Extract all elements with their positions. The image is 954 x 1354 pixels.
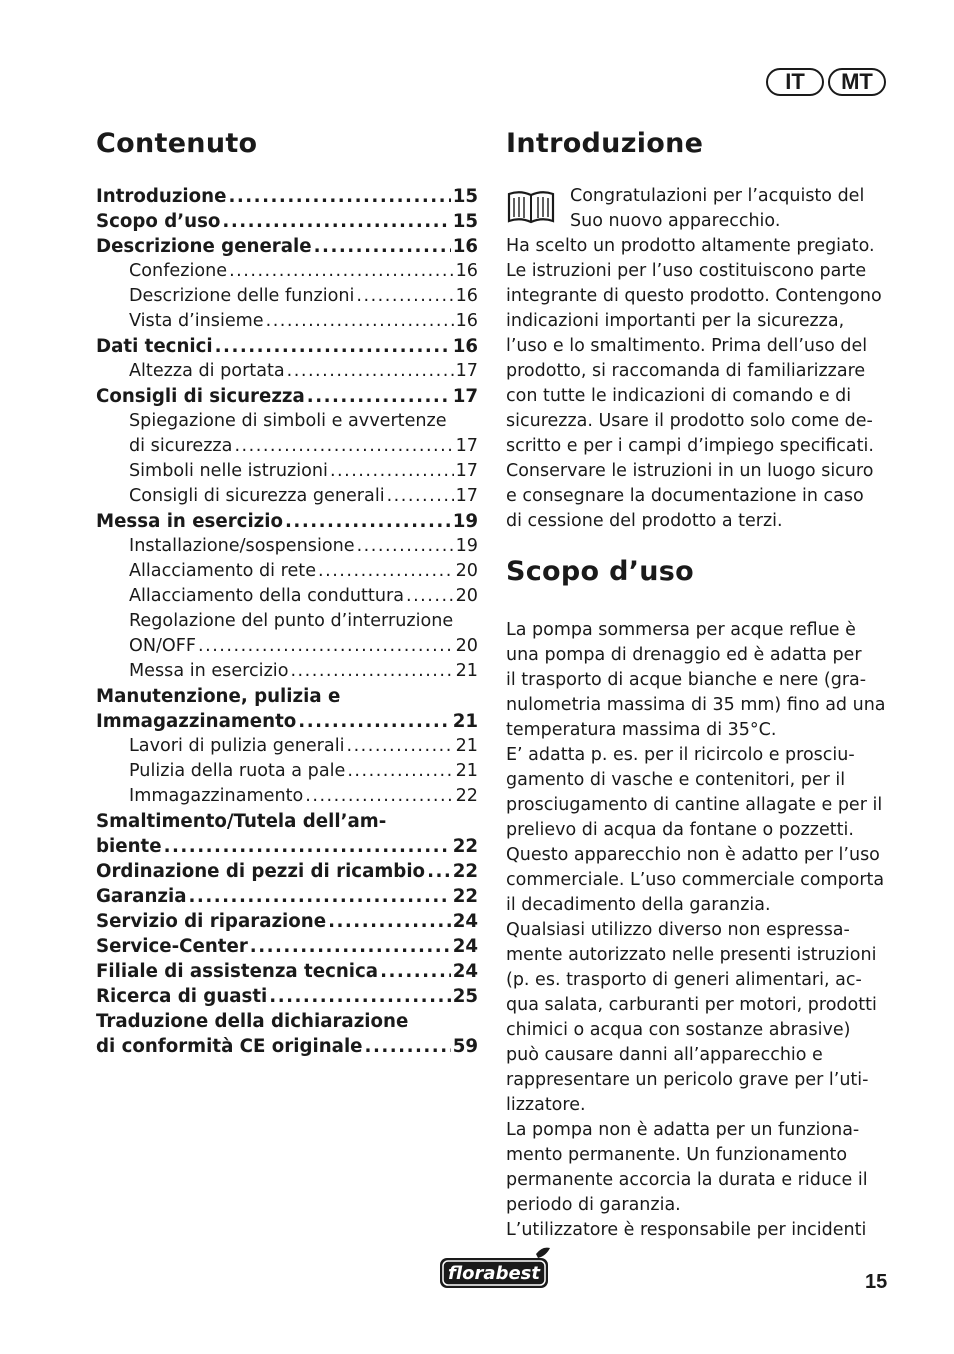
- text-line: rappresentare un pericolo grave per l’uti-: [506, 1070, 869, 1090]
- text-line: E’ adatta p. es. per il ricircolo e prosciu-: [506, 745, 855, 765]
- toc-entry: [96, 834, 478, 859]
- toc-leader-dots: [290, 659, 453, 684]
- text-line: di cessione del prodotto a terzi.: [506, 511, 783, 531]
- toc-entry-page: 16: [455, 261, 478, 281]
- toc-entry-label: Immagazzinamento: [129, 786, 304, 806]
- toc-entry: [96, 359, 478, 384]
- text-line: Ha scelto un prodotto altamente pregiato.: [506, 236, 875, 256]
- toc-entry-page: 15: [452, 211, 478, 232]
- toc-entry-label: Traduzione della dichiarazione: [96, 1011, 409, 1032]
- text-line: Suo nuovo apparecchio.: [570, 211, 781, 231]
- text-line: mente autorizzato nelle presenti istruzioni: [506, 945, 877, 965]
- toc-entry-page: 17: [455, 436, 478, 456]
- toc-entry: [96, 809, 478, 834]
- toc-entry-label: Scopo d’uso: [96, 211, 221, 232]
- text-line: La pompa non è adatta per un funziona-: [506, 1120, 860, 1140]
- table-of-contents: [96, 128, 478, 1059]
- toc-entry: [96, 859, 478, 884]
- toc-entry: [96, 234, 478, 259]
- toc-entry-page: 16: [455, 286, 478, 306]
- toc-entry-label: Confezione: [129, 261, 228, 281]
- toc-leader-dots: [285, 509, 451, 534]
- text-line: prosciugamento di cantine allagate e per il: [506, 795, 883, 815]
- toc-entry-page: 24: [452, 911, 478, 932]
- toc-leader-dots: [234, 434, 453, 459]
- text-line: l’uso e lo smaltimento. Prima dell’uso del: [506, 336, 868, 356]
- toc-entry-label: Spiegazione di simboli e avvertenze: [129, 411, 447, 431]
- toc-leader-dots: [266, 309, 454, 334]
- toc-entry-page: 17: [455, 486, 478, 506]
- toc-leader-dots: [198, 634, 454, 659]
- text-line: L’utilizzatore è responsabile per incidenti: [506, 1220, 867, 1240]
- toc-entry: [96, 384, 478, 409]
- toc-leader-dots: [269, 984, 450, 1009]
- toc-entry-page: 20: [455, 586, 478, 606]
- toc-leader-dots: [215, 334, 451, 359]
- toc-entry-label: di conformità CE originale: [96, 1036, 363, 1057]
- toc-leader-dots: [314, 234, 451, 259]
- toc-entry-label: Consigli di sicurezza: [96, 386, 305, 407]
- intro-first-lines: [506, 184, 892, 234]
- text-line: chimici o acqua con sostanze abrasive): [506, 1020, 851, 1040]
- text-line: Conservare le istruzioni in un luogo sicuro: [506, 461, 874, 481]
- text-line: scritto e per i campi d’impiego specificati.: [506, 436, 874, 456]
- toc-entry: [96, 584, 478, 609]
- text-line: qua salata, carburanti per motori, prodotti: [506, 995, 877, 1015]
- toc-entry-label: Simboli nelle istruzioni: [129, 461, 328, 481]
- toc-entry-page: 16: [455, 311, 478, 331]
- toc-entry: [96, 534, 478, 559]
- toc-entry-page: 59: [452, 1036, 478, 1057]
- toc-leader-dots: [387, 484, 454, 509]
- toc-entry-label: Consigli di sicurezza generali: [129, 486, 385, 506]
- text-line: il trasporto di acque bianche e nere (gra-: [506, 670, 867, 690]
- toc-leader-dots: [229, 259, 454, 284]
- text-line: con tutte le indicazioni di comando e di: [506, 386, 852, 406]
- toc-entry: [96, 634, 478, 659]
- toc-entry: [96, 434, 478, 459]
- toc-entry: [96, 409, 478, 434]
- toc-entry-label: Filiale di assistenza tecnica: [96, 961, 379, 982]
- intro-section: [506, 184, 892, 534]
- toc-entry-page: 17: [452, 386, 478, 407]
- toc-entry-page: 19: [455, 536, 478, 556]
- text-line: sicurezza. Usare il prodotto solo come de-: [506, 411, 873, 431]
- toc-entry-page: 22: [452, 886, 478, 907]
- toc-entry: [96, 284, 478, 309]
- language-badges: [766, 68, 886, 96]
- toc-entry-label: Messa in esercizio: [129, 661, 289, 681]
- toc-entry-page: 16: [452, 336, 478, 357]
- toc-entry-page: 24: [452, 961, 478, 982]
- text-line: integrante di questo prodotto. Contengono: [506, 286, 882, 306]
- toc-entry-page: 17: [455, 361, 478, 381]
- toc-entry: [96, 934, 478, 959]
- toc-entry-label: Ricerca di guasti: [96, 986, 268, 1007]
- toc-leader-dots: [356, 284, 453, 309]
- toc-list: [96, 184, 478, 1059]
- text-line: prodotto, si raccomanda di familiarizzare: [506, 361, 866, 381]
- toc-entry: [96, 759, 478, 784]
- text-line: La pompa sommersa per acque reflue è: [506, 620, 856, 640]
- toc-entry-page: 21: [455, 736, 478, 756]
- text-line: Qualsiasi utilizzo diverso non espressa-: [506, 920, 850, 940]
- toc-leader-dots: [287, 359, 454, 384]
- toc-entry: [96, 184, 478, 209]
- toc-entry-page: 16: [452, 236, 478, 257]
- toc-entry-page: 20: [455, 636, 478, 656]
- book-icon: [506, 188, 556, 226]
- toc-entry-page: 22: [452, 861, 478, 882]
- toc-entry-label: Smaltimento/Tutela dell’am-: [96, 811, 387, 832]
- toc-leader-dots: [318, 559, 454, 584]
- toc-entry-label: biente: [96, 836, 162, 857]
- toc-entry-page: 19: [452, 511, 478, 532]
- toc-entry-label: Lavori di pulizia generali: [129, 736, 345, 756]
- toc-title: Contenuto: [96, 128, 258, 159]
- toc-leader-dots: [328, 909, 451, 934]
- toc-entry-label: Regolazione del punto d’interruzione: [129, 611, 454, 631]
- toc-entry-page: 21: [455, 661, 478, 681]
- toc-leader-dots: [307, 384, 451, 409]
- language-badge-it: IT: [766, 68, 824, 96]
- toc-entry-label: Allacciamento di rete: [129, 561, 317, 581]
- toc-entry: [96, 684, 478, 709]
- toc-entry: [96, 509, 478, 534]
- toc-entry: [96, 884, 478, 909]
- toc-entry: [96, 959, 478, 984]
- toc-entry: [96, 659, 478, 684]
- toc-entry-label: Messa in esercizio: [96, 511, 283, 532]
- toc-entry: [96, 1034, 478, 1059]
- toc-entry-page: 21: [455, 761, 478, 781]
- toc-entry: [96, 484, 478, 509]
- toc-leader-dots: [347, 759, 453, 784]
- toc-leader-dots: [346, 734, 453, 759]
- text-line: il decadimento della garanzia.: [506, 895, 771, 915]
- toc-entry: [96, 734, 478, 759]
- toc-leader-dots: [305, 784, 453, 809]
- toc-entry: [96, 1009, 478, 1034]
- toc-entry-label: Vista d’insieme: [129, 311, 264, 331]
- toc-entry: [96, 909, 478, 934]
- toc-entry-label: Service-Center: [96, 936, 248, 957]
- text-line: mento permanente. Un funzionamento: [506, 1145, 848, 1165]
- toc-entry: [96, 459, 478, 484]
- toc-entry: [96, 984, 478, 1009]
- toc-entry-label: ON/OFF: [129, 636, 197, 656]
- toc-entry-page: 20: [455, 561, 478, 581]
- toc-entry-label: Immagazzinamento: [96, 711, 297, 732]
- text-line: permanente accorcia la durata e riduce il: [506, 1170, 868, 1190]
- toc-entry-page: 17: [455, 461, 478, 481]
- toc-entry-label: Garanzia: [96, 886, 187, 907]
- toc-entry-page: 25: [452, 986, 478, 1007]
- florabest-logo: [438, 1246, 552, 1290]
- toc-entry-page: 15: [452, 186, 478, 207]
- toc-entry-label: Ordinazione di pezzi di ricambio: [96, 861, 426, 882]
- text-line: nulometria massima di 35 mm) fino ad una: [506, 695, 886, 715]
- text-line: periodo di garanzia.: [506, 1195, 681, 1215]
- scope-body: [506, 618, 892, 1243]
- toc-entry: [96, 259, 478, 284]
- toc-entry-label: Altezza di portata: [129, 361, 285, 381]
- toc-leader-dots: [365, 1034, 451, 1059]
- toc-leader-dots: [406, 584, 454, 609]
- toc-entry-label: Descrizione delle funzioni: [129, 286, 355, 306]
- text-line: una pompa di drenaggio ed è adatta per: [506, 645, 862, 665]
- text-line: prelievo di acqua da fontane o pozzetti.: [506, 820, 854, 840]
- text-line: Congratulazioni per l’acquisto del: [570, 186, 865, 206]
- toc-entry-label: Pulizia della ruota a pale: [129, 761, 346, 781]
- toc-entry: [96, 309, 478, 334]
- toc-entry: [96, 559, 478, 584]
- intro-title: Introduzione: [506, 128, 704, 159]
- text-line: Questo apparecchio non è adatto per l’uso: [506, 845, 880, 865]
- text-line: temperatura massima di 35°C.: [506, 720, 777, 740]
- toc-entry-label: Dati tecnici: [96, 336, 213, 357]
- toc-leader-dots: [189, 884, 451, 909]
- toc-leader-dots: [330, 459, 454, 484]
- toc-entry-label: di sicurezza: [129, 436, 233, 456]
- toc-leader-dots: [380, 959, 451, 984]
- right-column: [506, 128, 892, 1243]
- toc-leader-dots: [164, 834, 451, 859]
- text-line: può causare danni all’apparecchio e: [506, 1045, 823, 1065]
- intro-body: [506, 234, 892, 534]
- text-line: (p. es. trasporto di generi alimentari, ac-: [506, 970, 862, 990]
- toc-entry-label: Manutenzione, pulizia e: [96, 686, 341, 707]
- toc-leader-dots: [250, 934, 451, 959]
- toc-entry-page: 22: [455, 786, 478, 806]
- toc-leader-dots: [222, 209, 450, 234]
- toc-entry-page: 22: [452, 836, 478, 857]
- text-line: commerciale. L’uso commerciale comporta: [506, 870, 885, 890]
- toc-entry-label: Descrizione generale: [96, 236, 312, 257]
- text-line: indicazioni importanti per la sicurezza,: [506, 311, 845, 331]
- toc-entry: [96, 709, 478, 734]
- toc-entry-label: Allacciamento della conduttura: [129, 586, 404, 606]
- text-line: gamento di vasche e contenitori, per il: [506, 770, 846, 790]
- text-line: lizzatore.: [506, 1095, 586, 1115]
- toc-entry: [96, 334, 478, 359]
- toc-entry-page: 21: [452, 711, 478, 732]
- toc-leader-dots: [357, 534, 454, 559]
- language-badge-mt: MT: [828, 68, 886, 96]
- text-line: e consegnare la documentazione in caso: [506, 486, 864, 506]
- toc-entry: [96, 784, 478, 809]
- toc-entry-label: Installazione/sospensione: [129, 536, 355, 556]
- toc-entry-label: Introduzione: [96, 186, 227, 207]
- scope-title: Scopo d’uso: [506, 556, 695, 587]
- brand-name: florabest: [448, 1263, 540, 1284]
- toc-entry: [96, 209, 478, 234]
- toc-entry: [96, 609, 478, 634]
- toc-entry-label: Servizio di riparazione: [96, 911, 327, 932]
- page-number: 15: [865, 1271, 888, 1293]
- toc-leader-dots: [298, 709, 450, 734]
- toc-entry-page: 24: [452, 936, 478, 957]
- toc-leader-dots: [427, 859, 451, 884]
- text-line: Le istruzioni per l’uso costituiscono parte: [506, 261, 867, 281]
- toc-leader-dots: [228, 184, 450, 209]
